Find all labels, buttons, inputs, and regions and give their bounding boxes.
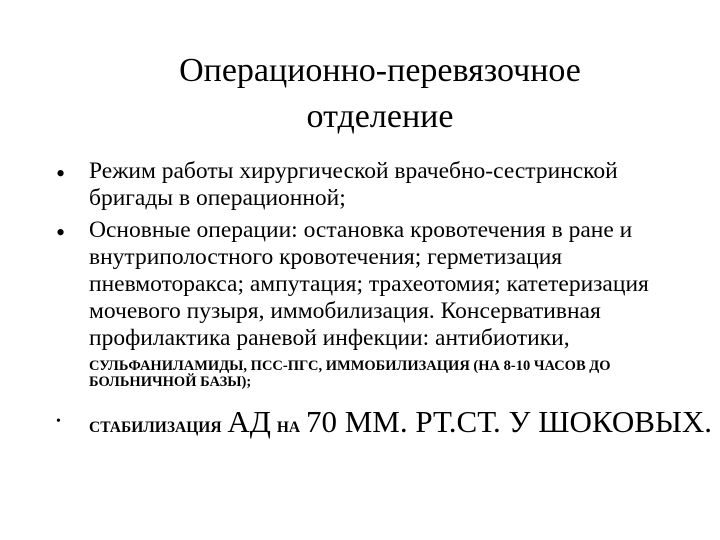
title-line-1: Операционно-перевязочное xyxy=(179,52,581,89)
bullet-list xyxy=(56,158,713,441)
bullet-item xyxy=(56,404,713,441)
stabilization-word: СТАБИЛИЗАЦИЯ xyxy=(89,419,222,436)
bullet-mixed-text xyxy=(89,404,713,441)
bullet-small-caps-text: СУЛЬФАНИЛАМИДЫ, ПСС-ПГС, ИММОБИЛИЗАЦИЯ (НА 8-10 ЧАСОВ ДО БОЛЬНИЧНОЙ БАЗЫ); xyxy=(89,358,611,390)
pressure-text: 70 ММ. РТ.СТ. У ШОКОВЫХ. xyxy=(305,404,713,439)
bullet-item xyxy=(56,217,696,390)
bullet-item xyxy=(56,158,696,212)
na-word: НА xyxy=(276,419,301,436)
bullet-dot-icon: • xyxy=(56,159,66,188)
title-line-2: отделение xyxy=(306,98,454,135)
bullet-dot-icon: • xyxy=(56,218,66,247)
slide-title xyxy=(100,48,660,140)
ad-word: АД xyxy=(227,404,271,439)
bullet-text: Основные операции: остановка кровотечения в ране и внутриполостного кровотечения; герметизация пневмоторакса; ампутация; трахеотомия; катетеризация мочевого пузыря, иммобилизация. Консервативная профилактика раневой инфекции: антибиотики, xyxy=(89,217,649,351)
bullet-dot-icon: • xyxy=(56,414,61,429)
bullet-text: Режим работы хирургической врачебно-сестринской бригады в операционной; xyxy=(89,158,618,211)
